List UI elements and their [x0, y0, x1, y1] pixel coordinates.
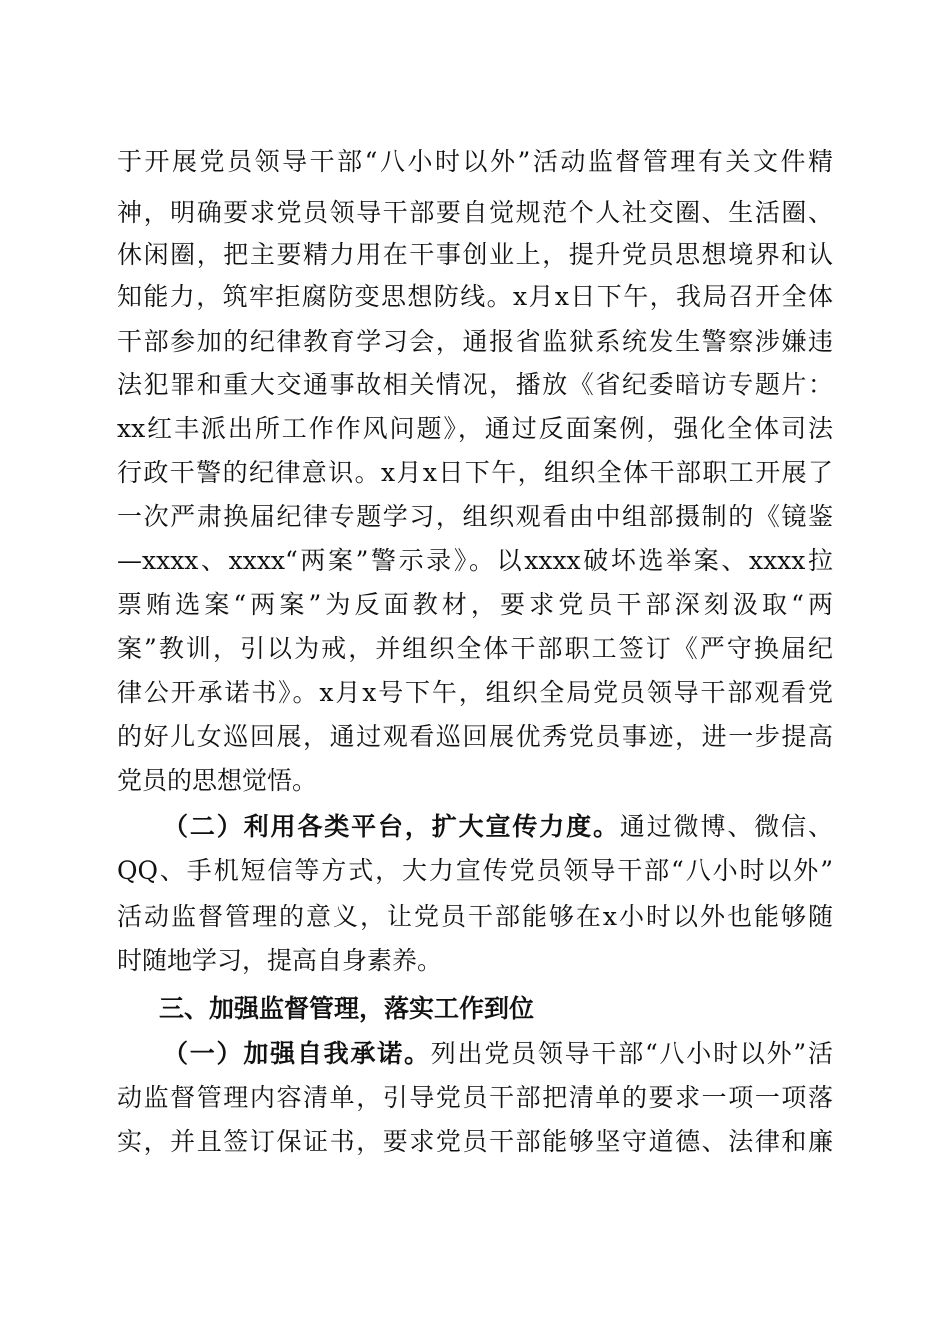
paragraph-line: —xxxx、xxxx“两案”警示录》。以xxxx破坏选举案、xxxx拉 — [117, 546, 833, 575]
paragraph-line: 动监督管理内容清单，引导党员干部把清单的要求一项一项落 — [117, 1083, 833, 1112]
paragraph-line: 休闲圈，把主要精力用在干事创业上，提升党员思想境界和认 — [117, 240, 833, 269]
item-2-first-line-rest: 通过微博、微信、 — [619, 812, 833, 841]
paragraph-line: 票贿选案“两案”为反面教材，要求党员干部深刻汲取“两 — [117, 590, 833, 619]
item-2-first-line — [163, 807, 833, 847]
paragraph-line: 的好儿女巡回展，通过观看巡回展优秀党员事迹，进一步提高 — [117, 722, 833, 751]
item-2-lead: （二）利用各类平台，扩大宣传力度。 — [163, 812, 620, 841]
paragraph-line: xx红丰派出所工作作风问题》，通过反面案例，强化全体司法 — [117, 414, 833, 443]
section-3-heading: 三、加强监督管理，落实工作到位 — [159, 994, 535, 1023]
paragraph-line: 知能力，筑牢拒腐防变思想防线。x月x日下午，我局召开全体 — [117, 282, 833, 311]
paragraph-line: 神，明确要求党员领导干部要自觉规范个人社交圈、生活圈、 — [117, 198, 833, 227]
paragraph-line: 案”教训，引以为戒，并组织全体干部职工签订《严守换届纪 — [117, 634, 833, 663]
paragraph-line: 党员的思想觉悟。 — [117, 766, 318, 795]
paragraph-line: QQ、手机短信等方式，大力宣传党员领导干部“八小时以外” — [117, 856, 833, 885]
paragraph-line: 活动监督管理的意义，让党员干部能够在x小时以外也能够随 — [117, 902, 833, 931]
paragraph-line: 干部参加的纪律教育学习会，通报省监狱系统发生警察涉嫌违 — [117, 327, 833, 356]
paragraph-line: 于开展党员领导干部“八小时以外”活动监督管理有关文件精 — [117, 147, 833, 176]
paragraph-line: 行政干警的纪律意识。x月x日下午，组织全体干部职工开展了 — [117, 458, 833, 487]
paragraph-line: 法犯罪和重大交通事故相关情况，播放《省纪委暗访专题片： — [117, 370, 833, 399]
paragraph-line: 时随地学习，提高自身素养。 — [117, 946, 443, 975]
item-3-1-first-line-rest: 列出党员领导干部“八小时以外”活 — [430, 1039, 833, 1068]
paragraph-line: 一次严肃换届纪律专题学习，组织观看由中组部摄制的《镜鉴 — [117, 502, 833, 531]
paragraph-line: 律公开承诺书》。x月x号下午，组织全局党员领导干部观看党 — [117, 678, 833, 707]
item-3-1-first-line — [163, 1034, 833, 1074]
item-3-1-lead: （一）加强自我承诺。 — [163, 1039, 431, 1068]
paragraph-line: 实，并且签订保证书，要求党员干部能够坚守道德、法律和廉 — [117, 1127, 833, 1156]
